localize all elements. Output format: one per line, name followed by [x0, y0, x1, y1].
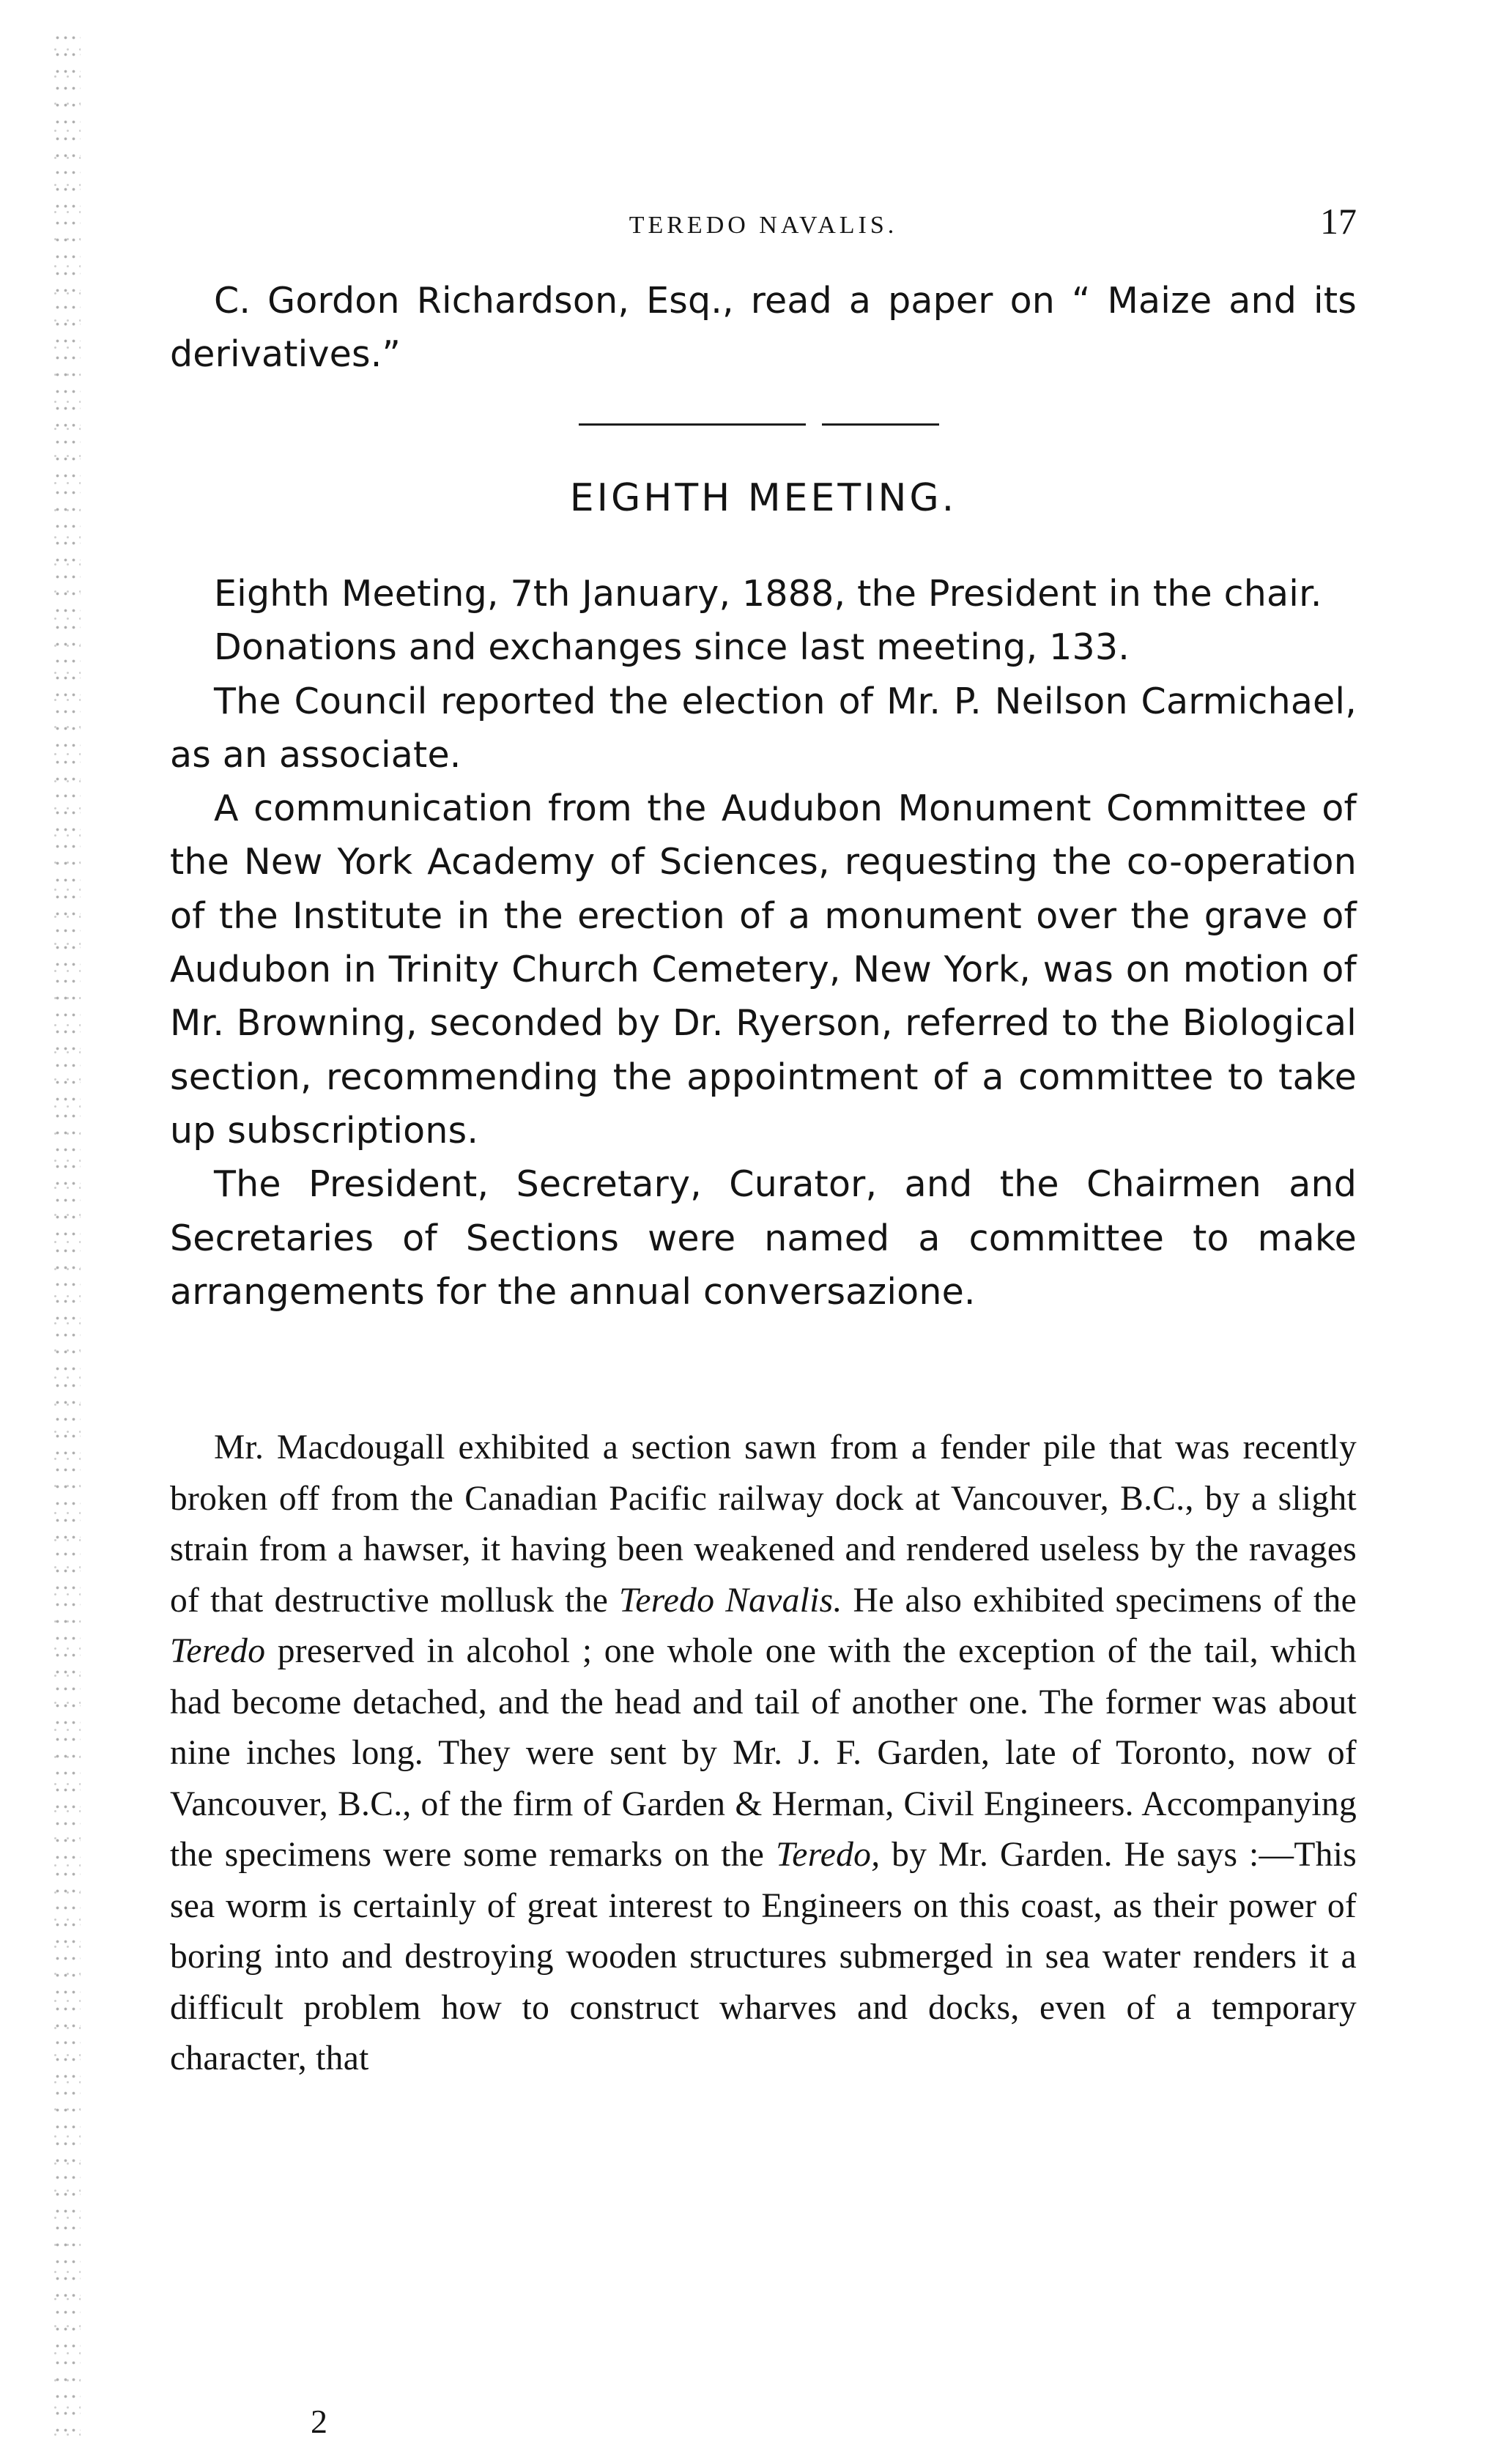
macdougall-italic-teredo: Teredo — [170, 1632, 266, 1670]
macdougall-text-1: Mr. Macdougall exhibited a section sawn from a fender pile that was recently broken off from the Canadian Pacific railway dock at Vancouver, B.C., by a slight strain from a hawser, it having been weakened and rendered useless by the ravages of that destructive mollusk the — [170, 1428, 1357, 1620]
paragraph-meeting-date: Eighth Meeting, 7th January, 1888, the President in the chair. — [214, 573, 1322, 615]
intro-paragraph: C. Gordon Richardson, Esq., read a paper on “ Maize and its derivatives.” — [170, 280, 1357, 376]
intro-block — [170, 274, 1357, 382]
signature-mark: 2 — [311, 2403, 327, 2440]
macdougall-italic-teredo-2: Teredo, — [775, 1836, 881, 1874]
macdougall-text-4: by Mr. Garden. He says :—This sea worm is certainly of great interest to Engineers on this coast, as their power of boring into and destroying wooden structures submerged in sea water renders it a difficult problem how to construct wharves and docks, even of a temporary character, that — [170, 1836, 1357, 2077]
section-rule-left — [579, 423, 806, 426]
macdougall-text-3: preserved in alcohol ; one whole one with the exception of the tail, which had become detached, and the head and tail of another one. The former was about nine inches long. They were sent by Mr. J. F. Garden, late of Toronto, now of Vancouver, B.C., of the firm of Garden & Herman, Civil Engineers. Accompanying the specimens were some remarks on the — [170, 1632, 1357, 1874]
running-head — [170, 201, 1357, 248]
section-heading: EIGHTH MEETING. — [569, 476, 957, 520]
paragraph-conversazione: The President, Secretary, Curator, and the Chairmen and Secretaries of Sections were named a committee to make arrangements for the annual conversazione. — [170, 1163, 1357, 1313]
macdougall-block — [170, 1423, 1357, 2085]
paragraph-council: The Council reported the election of Mr. P. Neilson Carmichael, as an associate. — [170, 680, 1357, 776]
macdougall-text-2: He also exhibited specimens of the — [842, 1581, 1357, 1620]
running-title: TEREDO NAVALIS. — [629, 212, 898, 239]
scan-edge-artifact — [51, 29, 81, 2439]
minutes-block — [170, 567, 1357, 1319]
paragraph-macdougall — [170, 1423, 1357, 2085]
macdougall-italic-teredo-navalis: Teredo Navalis. — [619, 1581, 842, 1620]
paragraph-audubon: A communication from the Audubon Monument Committee of the New York Academy of Sciences, requesting the co-operation of the Institute in the erection of a monument over the grave of Audubon in Trinity Church Cemetery, New York, was on motion of Mr. Browning, seconded by Dr. Ryerson, referred to the Biological section, recommending the appointment of a committee to take up subscriptions. — [170, 787, 1357, 1152]
section-rule-right — [822, 423, 939, 426]
paragraph-donations: Donations and exchanges since last meeting, 133. — [214, 626, 1130, 669]
page-number: 17 — [1320, 201, 1357, 242]
